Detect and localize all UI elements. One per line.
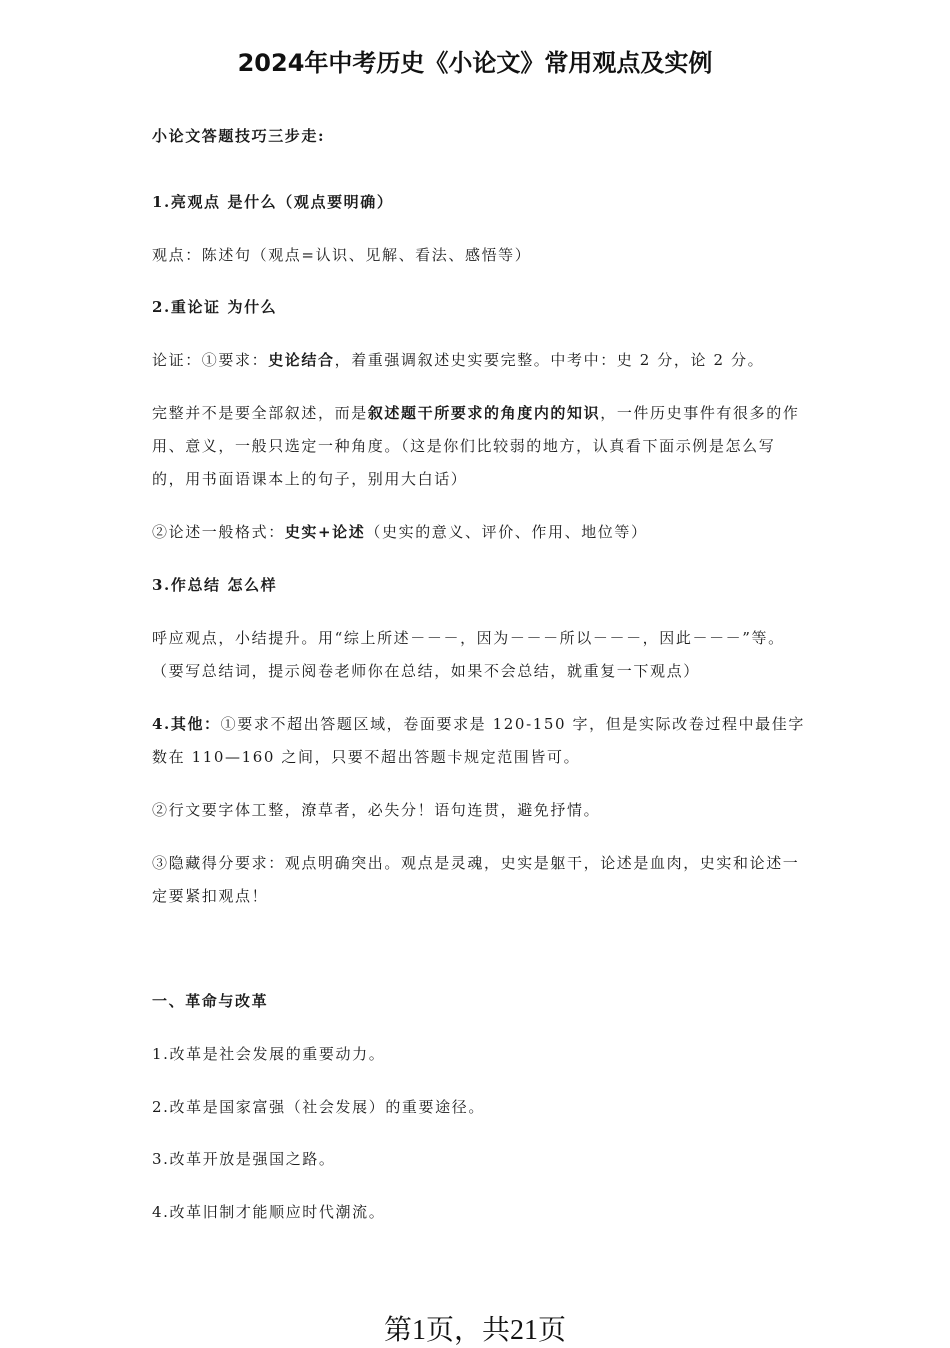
step2-format-prefix: ②论述一般格式： xyxy=(152,523,285,541)
step2-req-prefix: 论证：①要求： xyxy=(152,351,269,369)
section1-item-1: 1.改革是社会发展的重要动力。 xyxy=(152,1045,386,1063)
step4-heading: 4.其他： xyxy=(152,715,221,733)
step2-requirement xyxy=(152,344,807,377)
section1-heading: 一、革命与改革 xyxy=(152,992,269,1010)
step2-format xyxy=(152,516,807,549)
step3-heading: 3.作总结 怎么样 xyxy=(152,576,278,594)
step1-heading: 1.亮观点 是什么（观点要明确） xyxy=(152,193,394,211)
step1-line: 观点：陈述句（观点=认识、见解、看法、感悟等） xyxy=(152,246,532,264)
intro-heading: 小论文答题技巧三步走: xyxy=(152,127,326,145)
step4-paragraph xyxy=(152,708,807,774)
page-footer: 第1页，共21页 xyxy=(383,1315,566,1346)
step4-p2: ②行文要字体工整，潦草者，必失分！语句连贯，避免抒情。 xyxy=(152,801,601,819)
step2-format-suffix: （史实的意义、评价、作用、地位等） xyxy=(365,523,648,541)
step4-p3: ③隐藏得分要求：观点明确突出。观点是灵魂，史实是躯干，论述是血肉，史实和论述一定要紧扣观点！ xyxy=(152,854,800,905)
step2-format-bold: 史实+论述 xyxy=(284,523,366,541)
step2-complete-suffix: ，一件历史事件有很多的作用、意义，一般只选定一种角度。（这是你们比较弱的地方，认真看下面示例是怎么写的，用书面语课本上的句子，别用大白话） xyxy=(152,404,800,488)
step3-text: 呼应观点，小结提升。用“综上所述－－－，因为－－－所以－－－，因此－－－”等。（要写总结词，提示阅卷老师你在总结，如果不会总结，就重复一下观点） xyxy=(152,629,785,680)
step2-req-bold: 史论结合 xyxy=(268,351,335,369)
step2-req-suffix: ，着重强调叙述史实要完整。中考中：史 2 分，论 2 分。 xyxy=(334,351,765,369)
section1-item-2: 2.改革是国家富强（社会发展）的重要途径。 xyxy=(152,1098,485,1116)
step4-p1: ①要求不超出答题区域，卷面要求是 120-150 字，但是实际改卷过程中最佳字数在 110—160 之间，只要不超出答题卡规定范围皆可。 xyxy=(152,715,805,766)
section1-item-4: 4.改革旧制才能顺应时代潮流。 xyxy=(152,1203,386,1221)
step2-complete-bold: 叙述题干所要求的角度内的知识 xyxy=(367,404,601,422)
document-title: 2024年中考历史《小论文》常用观点及实例 xyxy=(237,49,713,77)
step2-complete-prefix: 完整并不是要全部叙述，而是 xyxy=(152,404,368,422)
section1-item-3: 3.改革开放是强国之路。 xyxy=(152,1150,336,1168)
step2-heading: 2.重论证 为什么 xyxy=(152,298,278,316)
step2-complete xyxy=(152,397,807,496)
